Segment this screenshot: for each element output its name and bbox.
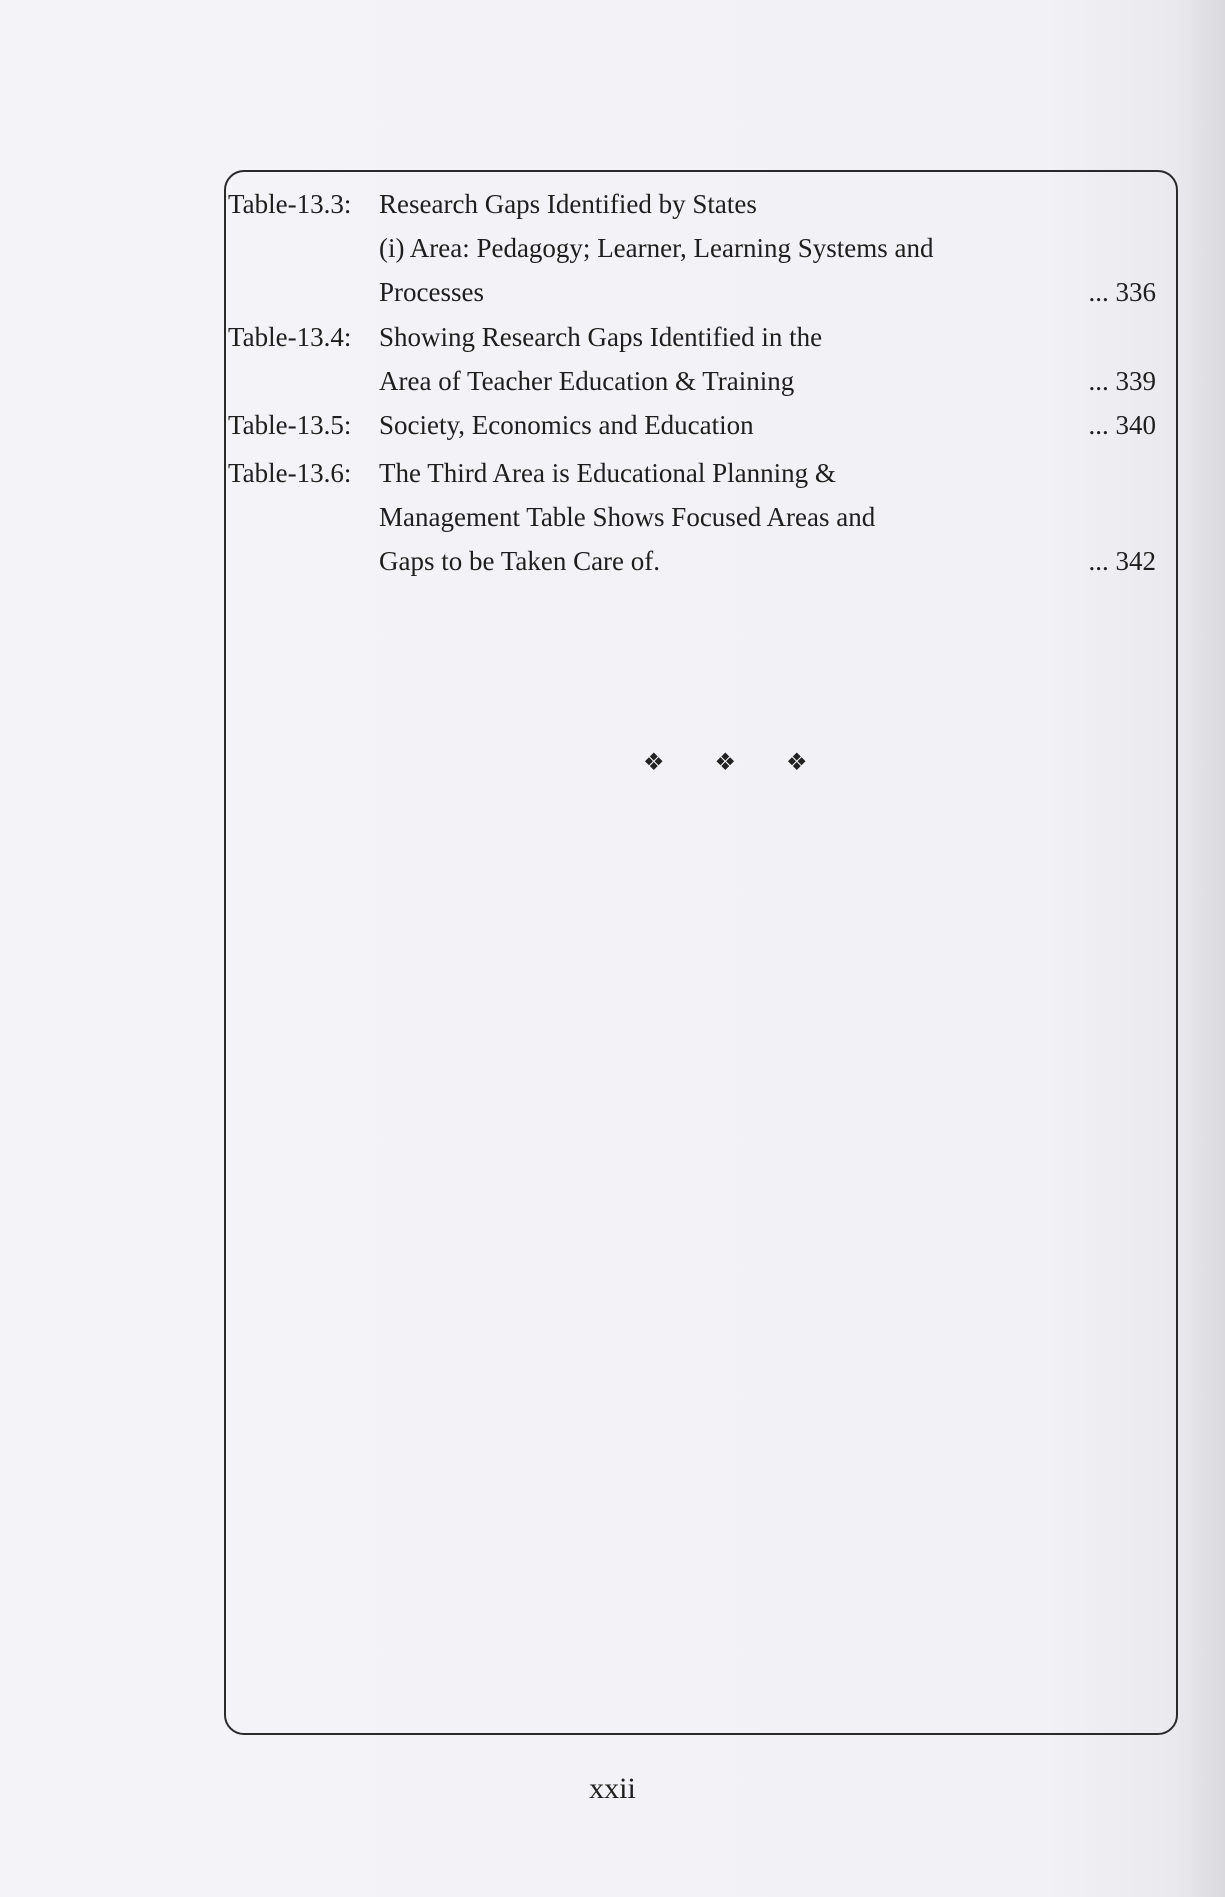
entry-title-line: Research Gaps Identified by States <box>379 189 757 219</box>
entry-title-line: Society, Economics and Education <box>379 410 754 440</box>
entry-number: Table-13.4: <box>228 322 352 352</box>
entry-title-line: Area of Teacher Education & Training <box>379 366 795 396</box>
entry-title <box>379 315 939 403</box>
entry-title-line: (i) Area: Pedagogy; Learner, Learning Systems and <box>379 233 934 263</box>
entry-number: Table-13.5: <box>228 410 352 440</box>
entry-number: Table-13.3: <box>228 189 352 219</box>
page-folio: xxii <box>589 1772 636 1805</box>
section-end-ornament: ❖ ❖ ❖ <box>643 750 830 776</box>
entry-title-line: The Third Area is Educational Planning & <box>379 458 836 488</box>
entry-page-number: ... 342 <box>1088 546 1156 576</box>
entry-title <box>379 451 939 583</box>
entry-title <box>379 403 939 447</box>
entry-title-line: Showing Research Gaps Identified in the <box>379 322 823 352</box>
entry-page-number: ... 336 <box>1088 277 1156 307</box>
entry-page-number: ... 339 <box>1088 366 1156 396</box>
entry-title-line: Processes <box>379 277 484 307</box>
entry-title-line: Gaps to be Taken Care of. <box>379 546 661 576</box>
entry-title <box>379 182 939 314</box>
entry-title-line: Management Table Shows Focused Areas and <box>379 502 876 532</box>
entry-page-number: ... 340 <box>1088 410 1156 440</box>
entry-number: Table-13.6: <box>228 458 352 488</box>
